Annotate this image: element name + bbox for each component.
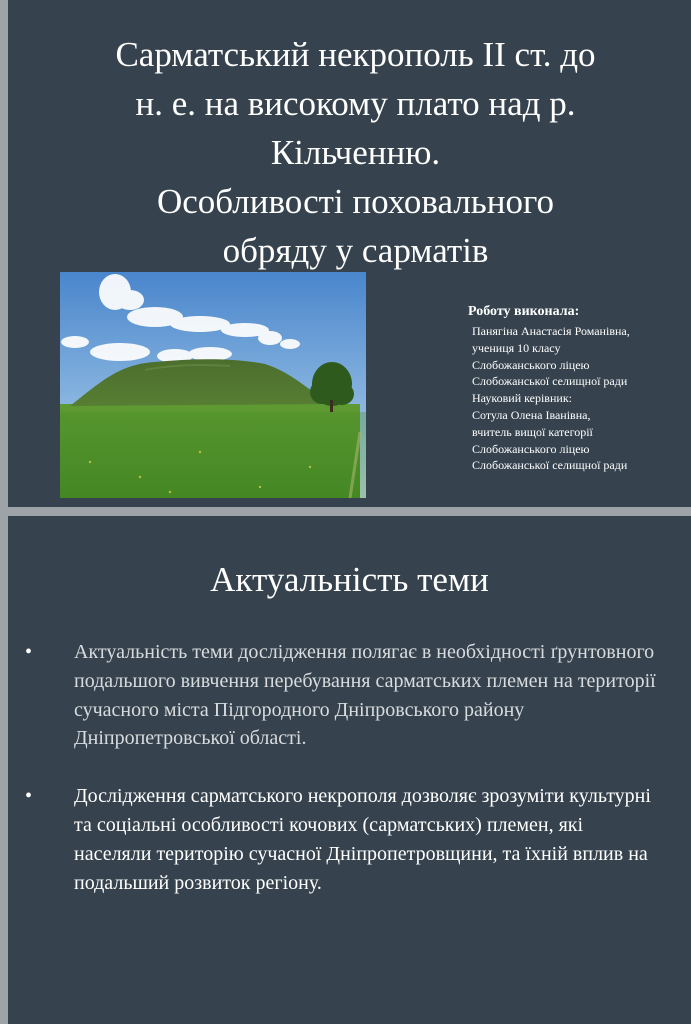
author-line: Науковий керівник: — [472, 391, 572, 406]
bullet-icon: • — [25, 785, 33, 808]
bullet-text: Актуальність теми дослідження полягає в необхідності ґрунтовного подальшого вивчення перебування сарматських племен на території сучасного міста Підгородного Дніпровського району Дніпропетровської області. — [74, 641, 656, 750]
title-line: Сарматський некрополь ІІ ст. до — [115, 35, 596, 74]
relevance-slide — [8, 516, 691, 1024]
title-line: н. е. на високому плато над р. — [135, 84, 576, 123]
title-line: Особливості поховального — [157, 182, 554, 221]
author-line: Слобожанського ліцею — [472, 441, 590, 456]
author-line: вчитель вищої категорії — [472, 424, 593, 439]
title-slide — [8, 0, 691, 507]
slide-title — [38, 30, 673, 275]
title-line: обряду у сарматів — [222, 231, 489, 270]
author-line: Панягіна Анастасія Романівна, — [472, 324, 630, 338]
author-line: учениця 10 класу — [472, 340, 561, 355]
author-info — [468, 303, 688, 474]
author-heading: Роботу виконала: — [468, 304, 580, 319]
author-line: Слобожанської селищної ради — [472, 458, 628, 473]
bullet-item — [8, 782, 691, 897]
author-line: Сотула Олена Іванівна, — [472, 407, 591, 422]
slide-heading: Актуальність теми — [210, 560, 489, 599]
bullet-text: Дослідження сарматського некрополя дозволяє зрозуміти культурні та соціальні особливості кочових (сарматських) племен, які населяли територію сучасної Дніпропетровщини, та їхній вплив на подальший розвиток регіону. — [74, 785, 651, 894]
author-lines — [468, 323, 688, 474]
burial-mound-photo — [60, 272, 366, 498]
author-line: Слобожанської селищної ради — [472, 374, 628, 389]
bullet-item — [8, 638, 691, 753]
bullet-list — [8, 638, 691, 926]
bullet-icon: • — [25, 641, 33, 663]
author-line: Слобожанського ліцею — [472, 357, 590, 372]
title-line: Кільченню. — [270, 133, 441, 172]
